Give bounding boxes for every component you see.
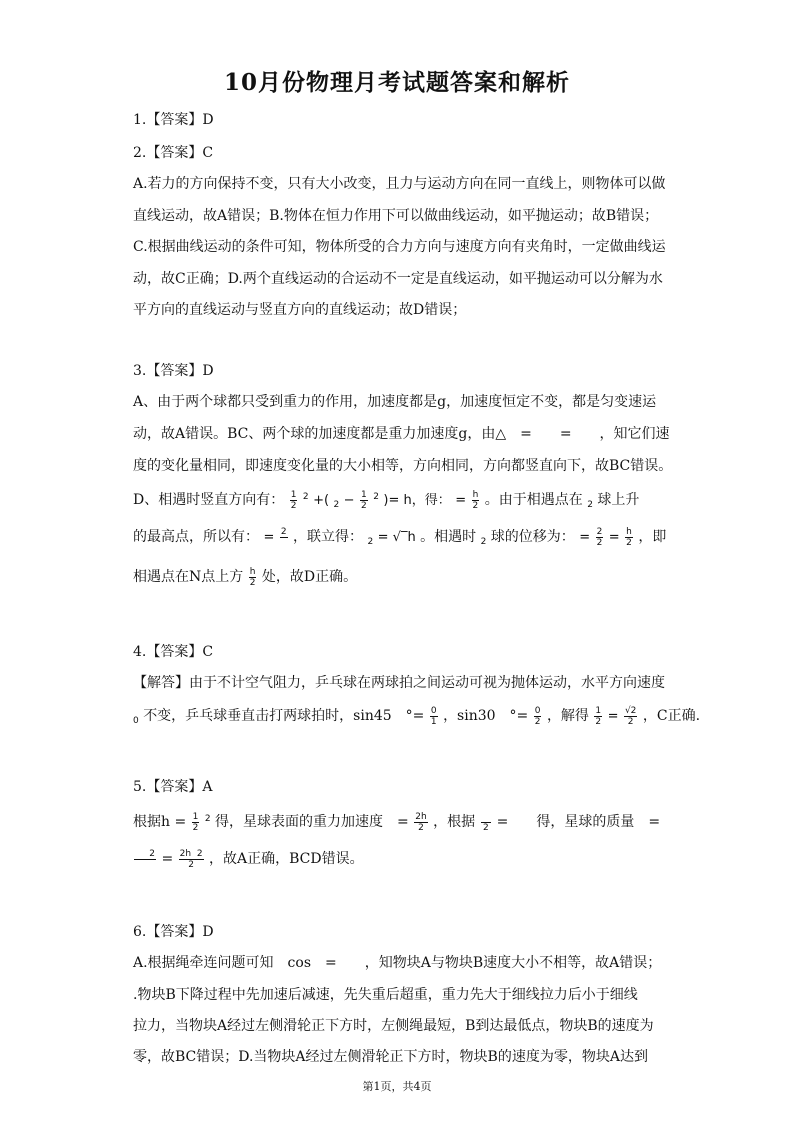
text-fragment: ，解得 <box>546 708 589 724</box>
text-fragment: 。相遇时 <box>420 529 477 545</box>
text-fragment: D、相遇时竖直方向有： <box>133 492 285 508</box>
subscript-2: 2 <box>367 537 374 547</box>
equals-sign: = <box>455 493 467 508</box>
answer-3-line-3: 度的变化量相同，即速度变化量的大小相等，方向相同，方向都竖直向下，故BC错误。 <box>133 458 673 474</box>
fraction-2h-over-2: $\frac{2h}{2}$ <box>415 811 427 833</box>
text-fragment: 根据h = <box>133 814 187 830</box>
superscript-2: 2 <box>204 814 211 824</box>
sqrt-h: = √‾h <box>377 530 416 545</box>
answer-6-label: 6.【答案】D <box>133 924 214 940</box>
fraction-2: 2 <box>280 526 287 537</box>
text-fragment: 的最高点，所以有： <box>133 529 259 545</box>
answer-6-line-2: .物块B下降过程中先加速后减速，先失重后超重，重力先大于细线拉力后小于细线 <box>133 987 638 1003</box>
text-fragment: 相遇点在N点上方 <box>133 569 244 585</box>
answer-6-line-3: 拉力，当物块A经过左侧滑轮正下方时，左侧绳最短，B到达最低点，物块B的速度为 <box>133 1018 654 1034</box>
fraction-0-over-1: $\frac{0}{1}$ <box>430 705 437 727</box>
fraction-h-over-2: $\frac{h}{2}$ <box>472 489 479 511</box>
text-fragment: ，即 <box>638 529 667 545</box>
page-title: 10月份物理月考试题答案和解析 <box>223 69 570 96</box>
text-fragment: = 得，星球的质量 = <box>496 814 661 830</box>
answer-2-line-2: 直线运动，故A错误；B.物体在恒力作用下可以做曲线运动，如平抛运动；故B错误； <box>133 208 659 224</box>
answer-5-line-1 <box>133 803 663 835</box>
fraction-over-2: 2 <box>481 812 492 833</box>
fraction-h-over-2: $\frac{h}{2}$ <box>626 526 632 548</box>
text-fragment: ，故A正确，BCD错误。 <box>209 851 364 867</box>
fraction-2-over-2: $\frac{2}{2}$ <box>596 526 603 548</box>
text-fragment: 。由于相遇点在 <box>484 492 583 508</box>
answer-2-line-1: A.若力的方向保持不变，只有大小改变，且力与运动方向在同一直线上，则物体可以做 <box>133 176 666 192</box>
answer-3-line-2: 动，故A错误。BC、两个球的加速度都是重力加速度g，由△ = = ，知它们速 <box>133 426 670 442</box>
text-fragment: 得，星球表面的重力加速度 = <box>215 814 409 830</box>
text-fragment: 球的位移为： <box>490 529 575 545</box>
text-fragment: +( <box>313 493 330 508</box>
answer-6-line-4: 零，故BC错误；D.当物块A经过左侧滑轮正下方时，物块B的速度为零，物块A达到 <box>133 1049 648 1065</box>
fraction-sqrt2-over-2: $\frac{√2}{2}$ <box>624 705 637 727</box>
fraction-2: 2 <box>135 848 156 859</box>
minus-sign: − <box>343 493 355 508</box>
text-fragment: = <box>161 851 174 867</box>
answer-2-line-5: 平方向的直线运动与竖直方向的直线运动；故D错误； <box>133 302 467 318</box>
answer-2-label: 2.【答案】C <box>133 145 214 161</box>
equals-sign: = <box>263 530 275 545</box>
equals-sign: = <box>579 530 591 545</box>
fraction-one-half: $\frac{1}{2}$ <box>192 811 199 833</box>
answer-4-label: 4.【答案】C <box>133 644 214 660</box>
fraction-0-over-2: $\frac{0}{2}$ <box>534 705 541 727</box>
text-fragment: ，sin30 °= <box>443 708 529 724</box>
equals-sign: = <box>608 530 620 545</box>
answer-2-line-4: 动，故C正确；D.两个直线运动的合运动不一定是直线运动，如平抛运动可以分解为水 <box>133 271 663 287</box>
text-fragment: 处，故D正确。 <box>261 569 358 585</box>
text-fragment: ，联立得： <box>293 529 363 545</box>
subscript-0: 0 <box>133 716 139 726</box>
superscript-2: 2 <box>373 492 379 502</box>
text-fragment: ，C正确. <box>642 708 701 724</box>
answer-5-line-2 <box>133 843 663 875</box>
subscript-2: 2 <box>587 500 593 510</box>
fraction-h-over-2: $\frac{h}{2}$ <box>249 566 256 588</box>
answer-3-line-4 <box>133 482 663 512</box>
answer-5-label: 5.【答案】A <box>133 779 213 795</box>
fraction-one-half: $\frac{1}{2}$ <box>290 489 297 511</box>
subscript-2: 2 <box>333 500 340 510</box>
subscript-2: 2 <box>480 537 487 547</box>
answer-4-line-2 <box>133 700 701 732</box>
fraction-1-over-2: $\frac{1}{2}$ <box>595 705 602 727</box>
answer-2-line-3: C.根据曲线运动的条件可知，物体所受的合力方向与速度方向有夹角时，一定做曲线运 <box>133 239 666 255</box>
answer-3-line-6 <box>133 562 663 592</box>
fraction-2h-2-over-2: $\frac{2h 2}{2}$ <box>179 848 203 870</box>
answer-6-line-1: A.根据绳牵连问题可知 cos = ，知物块A与物块B速度大小不相等，故A错误； <box>133 955 662 971</box>
answer-3-line-1: A、由于两个球都只受到重力的作用，加速度都是g，加速度恒定不变，都是匀变速运 <box>133 394 657 410</box>
page-footer: 第1页，共4页 <box>362 1080 432 1093</box>
text-fragment: 球上升 <box>597 492 640 508</box>
text-fragment: )= h，得： <box>383 493 451 508</box>
superscript-2: 2 <box>302 492 309 502</box>
answer-4-line-1: 【解答】由于不计空气阻力，乒乓球在两球拍之间运动可视为抛体运动，水平方向速度 <box>133 675 665 691</box>
equals-sign: = <box>607 709 619 724</box>
answer-3-label: 3.【答案】D <box>133 363 214 379</box>
text-fragment: ，根据 <box>433 814 476 830</box>
answer-3-line-5 <box>133 522 667 552</box>
fraction-one-half: $\frac{1}{2}$ <box>361 489 367 511</box>
answer-1-label: 1.【答案】D <box>133 112 214 128</box>
text-fragment: 不变，乒乓球垂直击打两球拍时，sin45 °= <box>143 708 425 724</box>
